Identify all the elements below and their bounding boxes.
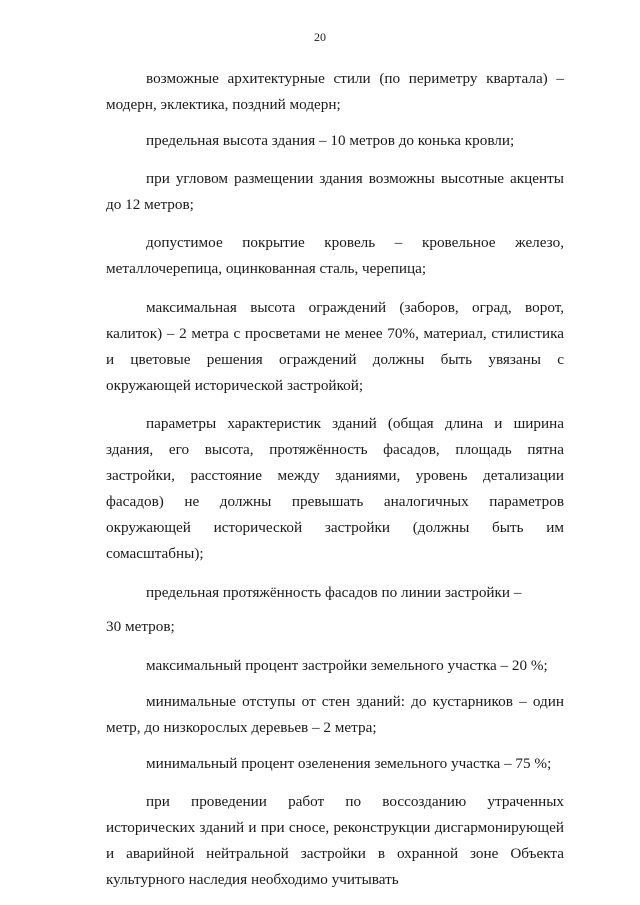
document-body <box>106 66 564 893</box>
paragraph-facade-length-value: 30 метров; <box>106 618 175 635</box>
paragraph-corner-accents: при угловом размещении здания возможны высотные акценты до 12 метров; <box>106 170 564 213</box>
page-number: 20 <box>314 30 326 44</box>
paragraph-building-parameters: параметры характеристик зданий (общая длина и ширина здания, его высота, протяжённость фасадов, площадь пятна застройки, расстояние между зданиями, уровень детализации фасадов) не должны превышать аналогичных параметров окружающей исторической застройки (должны быть им сомасштабны); <box>106 415 564 562</box>
paragraph-max-height: предельная высота здания – 10 метров до конька кровли; <box>146 132 515 149</box>
paragraph-facade-length: предельная протяжённость фасадов по линии застройки – <box>146 584 522 601</box>
paragraph-fence-height: максимальная высота ограждений (заборов, оград, ворот, калиток) – 2 метра с просветами не менее 70%, материал, стилистика и цветовые решения ограждений должны быть увязаны с окружающей исторической застройкой; <box>106 299 564 394</box>
paragraph-reconstruction: при проведении работ по воссозданию утраченных исторических зданий и при сносе, реконструкции дисгармонирующей и аварийной нейтральной застройки в охранной зоне Объекта культурного наследия необходимо учитывать <box>106 793 564 888</box>
paragraph-architectural-styles: возможные архитектурные стили (по периметру квартала) – модерн, эклектика, поздний модерн; <box>106 70 564 113</box>
paragraph-roof-covering: допустимое покрытие кровель – кровельное железо, металлочерепица, оцинкованная сталь, черепица; <box>106 234 564 277</box>
paragraph-min-setbacks: минимальные отступы от стен зданий: до кустарников – один метр, до низкорослых деревьев – 2 метра; <box>106 693 564 736</box>
paragraph-max-built-percent: максимальный процент застройки земельного участка – 20 %; <box>146 657 548 674</box>
paragraph-min-greenery: минимальный процент озеленения земельного участка – 75 %; <box>146 755 552 772</box>
